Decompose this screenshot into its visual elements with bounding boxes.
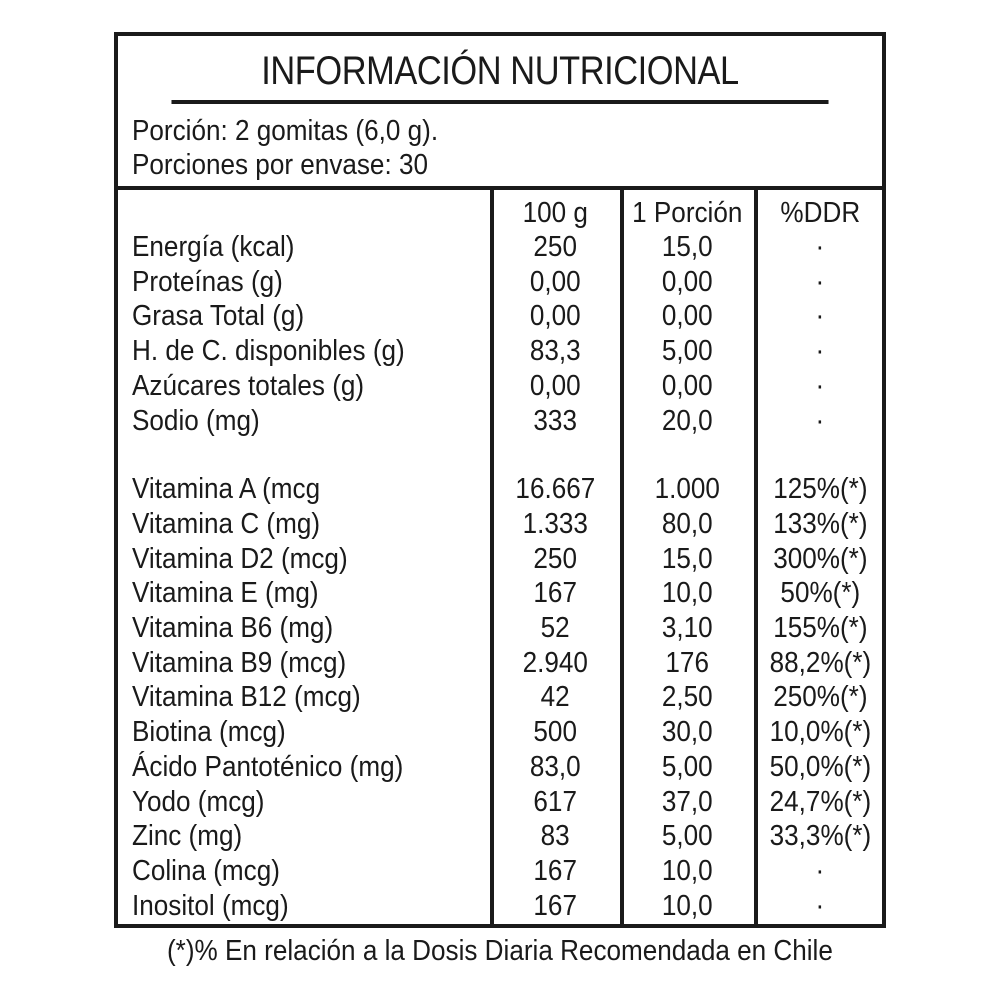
- value-portion: 15,0: [661, 542, 713, 575]
- value-portion: 0,00: [661, 265, 713, 298]
- nutrient-name: Sodio (mg): [132, 404, 260, 437]
- nutrient-name: Vitamina C (mg): [132, 507, 321, 540]
- nutrition-label: [114, 32, 886, 928]
- value-portion: 80,0: [661, 507, 713, 540]
- header-ddr: %DDR: [780, 197, 860, 229]
- value-ddr: 155%(*): [772, 612, 868, 644]
- value-100g: 83,3: [529, 335, 581, 368]
- value-ddr: ·: [815, 889, 825, 922]
- value-ddr: 133%(*): [772, 507, 868, 540]
- value-ddr: ·: [815, 265, 825, 298]
- nutrient-name: Yodo (mcg): [132, 785, 265, 818]
- value-portion: 10,0: [661, 577, 713, 610]
- portion-size: Porción: 2 gomitas (6,0 g).: [132, 115, 439, 147]
- value-ddr: 300%(*): [772, 542, 868, 575]
- value-100g: 333: [533, 404, 577, 437]
- value-100g: 617: [533, 785, 577, 818]
- value-100g: 52: [540, 612, 570, 644]
- portions-per-container: Porciones por envase: 30: [132, 149, 428, 181]
- value-100g: 1.333: [522, 507, 588, 540]
- nutrient-name: H. de C. disponibles (g): [132, 335, 405, 368]
- nutrient-name: Inositol (mcg): [132, 889, 289, 922]
- value-100g: 500: [533, 716, 577, 749]
- value-ddr: 125%(*): [772, 473, 868, 506]
- value-ddr: ·: [815, 369, 825, 402]
- footnote: (*)% En relación a la Dosis Diaria Recomendada en Chile: [167, 935, 833, 967]
- value-ddr: ·: [815, 854, 825, 887]
- value-ddr: 50,0%(*): [769, 750, 871, 783]
- value-portion: 176: [665, 646, 709, 679]
- value-ddr: 88,2%(*): [769, 646, 871, 679]
- value-100g: 167: [533, 889, 577, 922]
- value-portion: 37,0: [661, 785, 713, 818]
- value-100g: 16.667: [515, 473, 595, 506]
- value-portion: 1.000: [654, 473, 720, 506]
- nutrient-name: Energía (kcal): [132, 231, 295, 263]
- nutrient-name: Vitamina B9 (mcg): [132, 646, 347, 679]
- value-ddr: ·: [815, 231, 825, 263]
- value-ddr: ·: [815, 335, 825, 368]
- value-100g: 2.940: [522, 646, 588, 679]
- serving-info: [118, 104, 882, 190]
- value-100g: 0,00: [529, 300, 581, 333]
- value-ddr: 250%(*): [772, 681, 868, 714]
- header-100g: 100 g: [522, 197, 588, 229]
- value-portion: 0,00: [661, 369, 713, 402]
- header-portion: 1 Porción: [631, 197, 743, 229]
- value-100g: 83: [540, 820, 570, 853]
- nutrient-name: Ácido Pantoténico (mg): [132, 750, 404, 783]
- nutrient-name: Azúcares totales (g): [132, 369, 365, 402]
- value-portion: 20,0: [661, 404, 713, 437]
- label-title: INFORMACIÓN NUTRICIONAL: [171, 36, 828, 104]
- value-portion: 5,00: [661, 335, 713, 368]
- value-100g: 167: [533, 577, 577, 610]
- nutrient-name: Biotina (mcg): [132, 716, 286, 749]
- value-portion: 10,0: [661, 854, 713, 887]
- value-100g: 42: [540, 681, 570, 714]
- value-ddr: 50%(*): [780, 577, 860, 610]
- value-ddr: ·: [815, 404, 825, 437]
- nutrient-name: Grasa Total (g): [132, 300, 305, 333]
- value-portion: 5,00: [661, 820, 713, 853]
- nutrient-name: Vitamina B6 (mg): [132, 612, 334, 644]
- nutrient-name: Vitamina D2 (mcg): [132, 542, 348, 575]
- nutrient-name: Vitamina A (mcg: [132, 473, 321, 506]
- value-ddr: 10,0%(*): [769, 716, 871, 749]
- value-portion: 2,50: [661, 681, 713, 714]
- value-ddr: 33,3%(*): [769, 820, 871, 853]
- value-100g: 250: [533, 542, 577, 575]
- nutrient-name: Proteínas (g): [132, 265, 283, 298]
- value-portion: 3,10: [661, 612, 713, 644]
- value-portion: 5,00: [661, 750, 713, 783]
- nutrient-name: Colina (mcg): [132, 854, 280, 887]
- value-ddr: 24,7%(*): [769, 785, 871, 818]
- value-portion: 15,0: [661, 231, 713, 263]
- value-100g: 0,00: [529, 369, 581, 402]
- value-portion: 0,00: [661, 300, 713, 333]
- nutrient-name: Vitamina E (mg): [132, 577, 319, 610]
- value-100g: 83,0: [529, 750, 581, 783]
- value-portion: 30,0: [661, 716, 713, 749]
- value-100g: 167: [533, 854, 577, 887]
- nutrient-name: Vitamina B12 (mcg): [132, 681, 361, 714]
- value-100g: 250: [533, 231, 577, 263]
- nutrient-name: Zinc (mg): [132, 820, 243, 853]
- value-portion: 10,0: [661, 889, 713, 922]
- value-100g: 0,00: [529, 265, 581, 298]
- value-ddr: ·: [815, 300, 825, 333]
